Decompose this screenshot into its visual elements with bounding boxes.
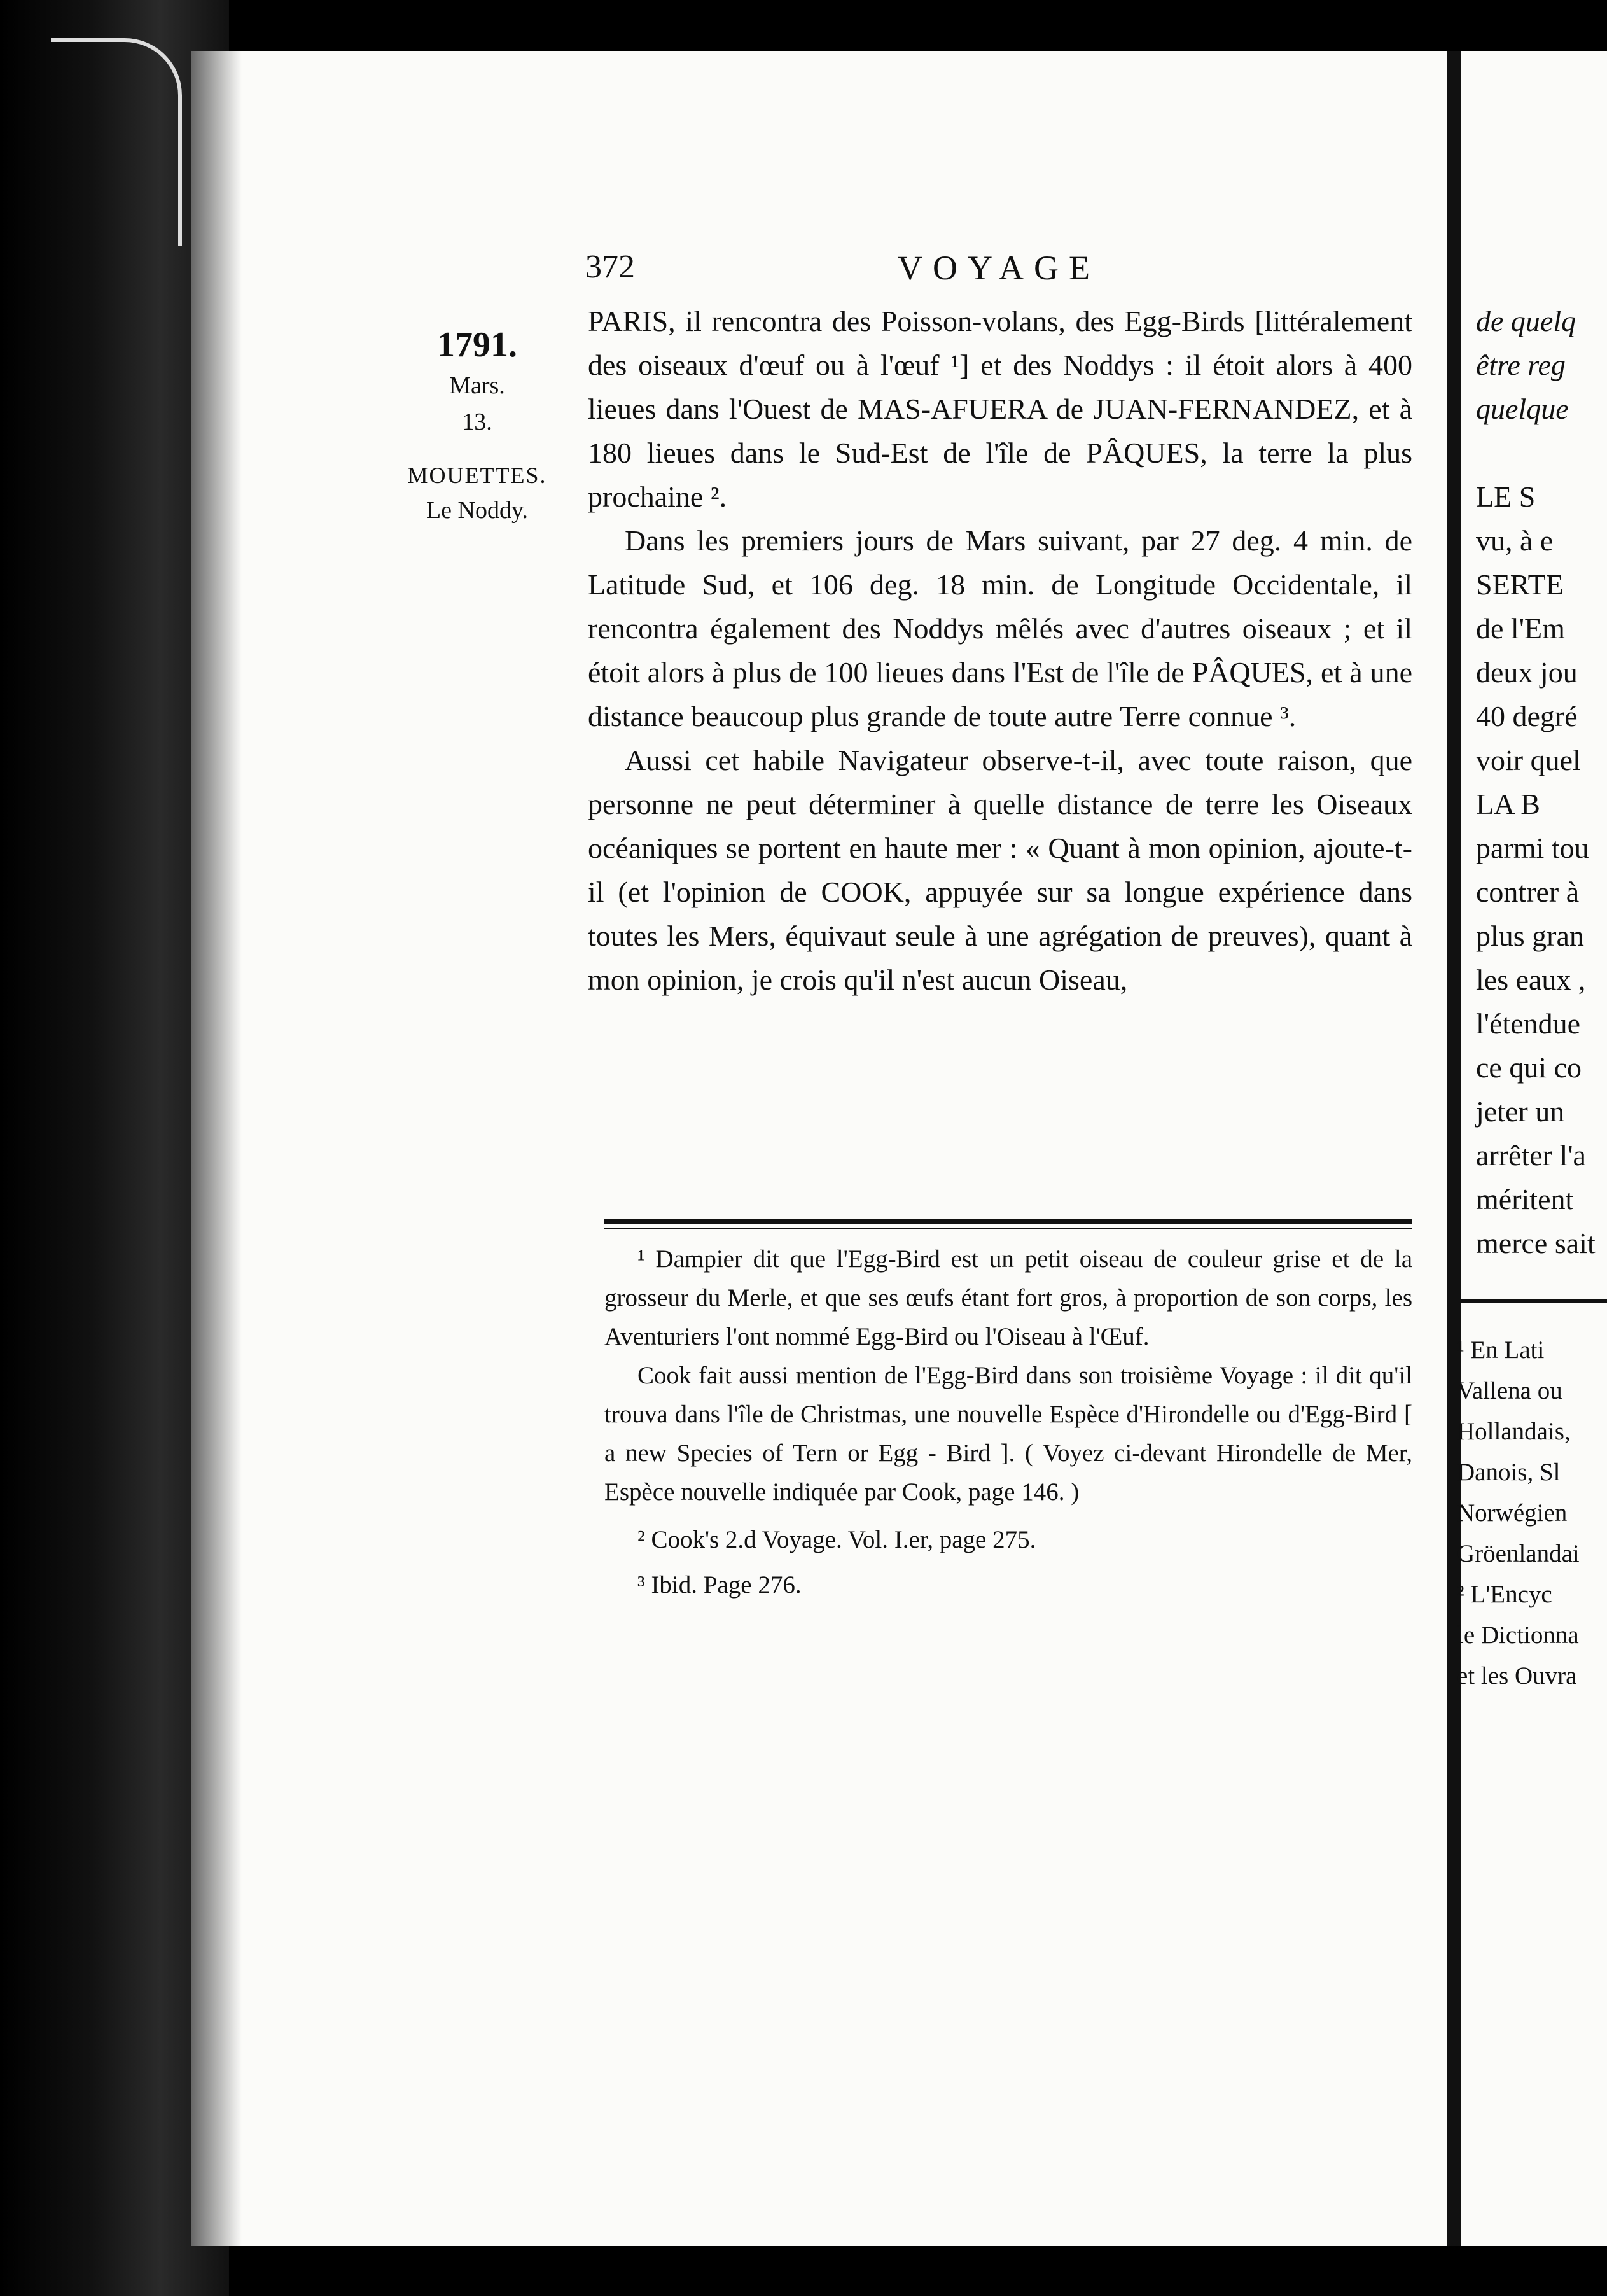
- margin-year: 1791.: [437, 325, 517, 365]
- facing-footnote-line: ¹ En Lati: [1457, 1336, 1545, 1364]
- page-curl: [51, 38, 182, 246]
- facing-line: jeter un: [1476, 1095, 1565, 1128]
- paragraph: Dans les premiers jours de Mars suivant, par 27 deg. 4 min. de Latitude Sud, et 106 deg. 18 min. de Longitude Occidentale, il rencontra également des Noddys mêlés avec d'autres oiseaux ; et il étoit alors à plus de 100 lieues dans l'Est de l'île de PÂQUES, et à une distance beaucoup plus grande de toute autre Terre connue ³.: [588, 524, 1412, 732]
- footnote: ³ Ibid. Page 276.: [637, 1571, 802, 1599]
- body-text: [588, 299, 1412, 1002]
- facing-line: l'étendue: [1476, 1007, 1581, 1040]
- paragraph: Aussi cet habile Navigateur observe-t-il, avec toute raison, que personne ne peut déterminer à quelle distance de terre les Oiseaux océaniques se portent en haute mer : « Quant à mon opinion, ajoute-t-il (et l'opinion de COOK, appuyée sur sa longue expérience dans toutes les Mers, équivaut seule à une agrégation de preuves), quant à mon opinion, je crois qu'il n'est aucun Oiseau,: [588, 744, 1412, 996]
- footnote-rule: [604, 1219, 1412, 1224]
- facing-line: deux jou: [1476, 656, 1578, 689]
- facing-line: merce sait: [1476, 1227, 1596, 1259]
- book-spine: [1447, 51, 1461, 2246]
- margin-day: 13.: [462, 409, 492, 435]
- facing-footnote-line: Norwégien: [1457, 1499, 1568, 1527]
- facing-line: être reg: [1476, 349, 1566, 381]
- facing-line: quelque: [1476, 393, 1569, 425]
- page-number: 372: [585, 249, 635, 285]
- facing-line: LA B: [1476, 788, 1540, 820]
- facing-line: plus gran: [1476, 920, 1584, 952]
- facing-line: contrer à: [1476, 876, 1580, 908]
- facing-footnote-line: Gröenlandai: [1457, 1540, 1580, 1567]
- footnotes: [604, 1240, 1412, 1604]
- facing-footnote-line: Vallena ou: [1457, 1377, 1562, 1404]
- facing-line: de quelq: [1476, 305, 1576, 337]
- page-header: [585, 248, 1412, 286]
- page-shadow: [191, 51, 242, 2246]
- facing-line: arrêter l'a: [1476, 1139, 1586, 1172]
- margin-topic: Le Noddy.: [426, 497, 529, 524]
- facing-line: SERTE: [1476, 568, 1564, 601]
- facing-line: vu, à e: [1476, 524, 1554, 557]
- facing-line: LE S: [1476, 480, 1536, 513]
- footnote: ¹ Dampier dit que l'Egg-Bird est un petit oiseau de couleur grise et de la grosseur du Merle, et que ses œufs étant fort gros, à proportion de son corps, les Aventuriers l'ont nommé Egg-Bird ou l'Oiseau à l'Œuf.: [604, 1245, 1412, 1350]
- facing-footnote-line: Danois, Sl: [1457, 1459, 1561, 1486]
- footnote: ² Cook's 2.d Voyage. Vol. I.er, page 275.: [637, 1526, 1036, 1553]
- facing-line: ce qui co: [1476, 1051, 1582, 1084]
- facing-line: les eaux ,: [1476, 963, 1586, 996]
- facing-line: parmi tou: [1476, 832, 1589, 864]
- margin-notes: [394, 318, 560, 529]
- footnote-rule-thin: [604, 1228, 1412, 1229]
- facing-line: de l'Em: [1476, 612, 1565, 645]
- facing-line: 40 degré: [1476, 700, 1578, 732]
- margin-section: MOUETTES.: [407, 463, 547, 488]
- facing-footnote-line: Hollandais,: [1457, 1418, 1571, 1445]
- facing-footnote-line: ² L'Encyc: [1457, 1581, 1552, 1608]
- facing-footnote-line: et les Ouvra: [1457, 1662, 1577, 1690]
- margin-month: Mars.: [449, 372, 505, 399]
- paragraph: PARIS, il rencontra des Poisson-volans, des Egg-Birds [littéralement des oiseaux d'œuf ou à l'œuf ¹] et des Noddys : il étoit alors à 400 lieues dans l'Ouest de MAS-AFUERA de JUAN-FERNANDEZ, et à 180 lieues dans le Sud-Est de l'île de PÂQUES, la terre la plus prochaine ².: [588, 305, 1412, 513]
- footnote: Cook fait aussi mention de l'Egg-Bird dans son troisième Voyage : il dit qu'il trouva dans l'île de Christmas, une nouvelle Espèce d'Hirondelle ou d'Egg-Bird [ a new Species of Tern or Egg - Bird ]. ( Voyez ci-devant Hirondelle de Mer, Espèce nouvelle indiquée par Cook, page 146. ): [604, 1362, 1412, 1506]
- facing-footnote-line: le Dictionna: [1457, 1621, 1579, 1649]
- facing-line: voir quel: [1476, 744, 1581, 776]
- facing-footnote-rule: [1461, 1299, 1607, 1303]
- running-title: VOYAGE: [898, 249, 1100, 287]
- facing-line: méritent: [1476, 1183, 1574, 1215]
